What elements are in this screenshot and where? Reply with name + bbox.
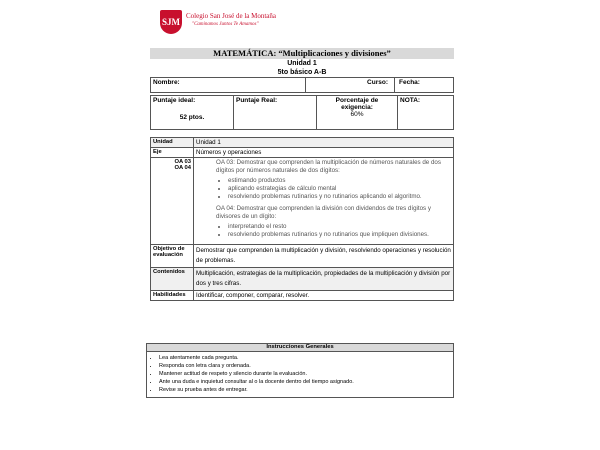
contents-value: Multiplicación, estrategias de la multiplicación, propiedades de la multiplicación y división por dos y tres cifras. xyxy=(194,268,454,291)
requirement-cell xyxy=(317,96,398,130)
date-label: Fecha: xyxy=(399,79,420,86)
list-item: • Lea atentamente cada pregunta. xyxy=(159,354,451,362)
oa04-list xyxy=(216,223,451,239)
name-field[interactable] xyxy=(151,78,306,93)
objective-label: Objetivo de evaluación xyxy=(151,245,194,268)
oa03-text: OA 03: Demostrar que comprenden la multiplicación de números naturales de dos dígitos por números naturales de dos dígitos: xyxy=(216,159,441,174)
ideal-score-label: Puntaje ideal: xyxy=(153,97,196,104)
objective-value: Demostrar que comprenden la multiplicación y división, resolviendo operaciones y resolución de problemas. xyxy=(194,245,454,268)
skills-label: Habilidades xyxy=(151,291,194,301)
instructions-body xyxy=(147,352,454,398)
course-field[interactable] xyxy=(306,78,395,93)
real-score-field[interactable] xyxy=(234,96,317,130)
list-item: • resolviendo problemas rutinarios y no rutinarios que impliquen divisiones. xyxy=(228,231,451,239)
oa03-list xyxy=(216,177,451,201)
list-item: • Revise su prueba antes de entregar. xyxy=(159,386,451,394)
unit-value: Unidad 1 xyxy=(194,138,454,148)
list-item: • aplicando estrategias de cálculo mental xyxy=(228,185,451,193)
date-field[interactable] xyxy=(395,78,454,93)
instructions-list xyxy=(149,354,451,394)
axis-label: Eje xyxy=(151,148,194,158)
oa-labels xyxy=(151,158,194,245)
name-label: Nombre: xyxy=(153,79,180,86)
course-label: Curso: xyxy=(367,79,388,86)
oa04-text: OA 04: Demostrar que comprenden la división con dividendos de tres dígitos y divisores de un dígito: xyxy=(216,205,431,220)
skills-value: Identificar, componer, comparar, resolver. xyxy=(194,291,454,301)
list-item: • interpretando el resto xyxy=(228,223,451,231)
axis-value: Números y operaciones xyxy=(194,148,454,158)
list-item: • Responda con letra clara y ordenada. xyxy=(159,362,451,370)
exam-course: 5to básico A-B xyxy=(277,69,327,76)
unit-label: Unidad xyxy=(151,138,194,148)
list-item: • Mantener actitud de respeto y silencio durante la evaluación. xyxy=(159,370,451,378)
oa-label-03: OA 03 xyxy=(174,159,191,165)
school-motto: "Caminamos Juntos Te Amamos" xyxy=(192,22,259,27)
school-emblem: SJM xyxy=(160,10,182,34)
exam-header xyxy=(150,48,454,77)
list-item: • resolviendo problemas rutinarios y no rutinarios aplicando el algoritmo. xyxy=(228,193,451,201)
instructions-title: Instrucciones Generales xyxy=(147,344,454,352)
exam-title: MATEMÁTICA: “Multiplicaciones y divisiones” xyxy=(150,48,454,59)
curriculum-table xyxy=(150,137,454,301)
ideal-score-cell xyxy=(151,96,234,130)
grade-label: NOTA: xyxy=(400,97,421,104)
oa-content xyxy=(194,158,454,245)
contents-label: Contenidos xyxy=(151,268,194,291)
student-info-table xyxy=(150,77,454,93)
requirement-value: 60% xyxy=(350,111,364,118)
list-item: • Ante una duda e inquietud consultar al o la docente dentro del tiempo asignado. xyxy=(159,378,451,386)
instructions-table xyxy=(146,343,454,398)
score-table xyxy=(150,95,454,130)
real-score-label: Puntaje Real: xyxy=(236,97,278,104)
grade-field[interactable] xyxy=(398,96,454,130)
ideal-score-value: 52 ptos. xyxy=(179,114,205,121)
exam-unit: Unidad 1 xyxy=(287,60,317,67)
list-item: • estimando productos xyxy=(228,177,451,185)
requirement-label: Porcentaje de exigencia: xyxy=(335,97,379,111)
school-name: Colegio San José de la Montaña xyxy=(186,12,277,20)
school-logo xyxy=(160,10,330,40)
oa-label-04: OA 04 xyxy=(174,165,191,171)
